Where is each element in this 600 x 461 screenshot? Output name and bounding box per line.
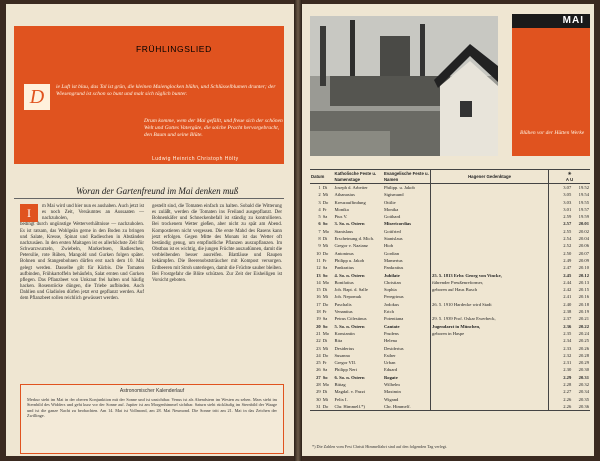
- table-row: [310, 381, 590, 388]
- astronomical-calendar-box: [20, 384, 284, 454]
- garden-column-1-rest: bedingt durch ungünstige Wetterverhältnisse — nachzuholen. Es ist ratsam, das Wohlgeän gerne in den Boden zu bringen und Salate, Kresse, Spinat und Radieschen in Abständen nachzusäen. In den ersten Maitagen ist es allerhöchste Zeit für Schwarzwurzeln, Zwiebeln, Markerbsen, Radieschen, Petersilie, rote Rüben, Mangold und Gurken folgen später. Bohnen und Stangenbohnen dürfen erst nach dem 10. Mai gelegt werden. Dasselbe gilt für Kürbis. Die Tomaten aufbinden, Frühkartoffeln behäufeln, Salat ernten und Gurken pflegen. Das Pflanzbeet von Unkraut frei halten und häufig hacken. Rosenstöcke düngen, die Triebe aufbinden. Auch Dahlien und Gladiolen dürfen jetzt erst gepflanzt werden. Auf dem Pflanzbeet sollen reichlich gewässert werden.: [20, 222, 144, 302]
- protestant-cell: Wilhelm: [383, 382, 400, 388]
- weekday-cell: So: [322, 221, 328, 227]
- protestant-cell: Gordian: [383, 250, 400, 256]
- protestant-cell: Cantate: [383, 323, 400, 329]
- protestant-cell: Wigand: [383, 396, 399, 402]
- weekday-cell: Do: [322, 352, 329, 358]
- protestant-cell: Philipp. u. Jakob: [383, 185, 415, 190]
- catholic-cell: Magdal. v. Pazzi: [334, 389, 366, 395]
- table-row: [310, 293, 590, 300]
- day-cell: 13: [316, 272, 321, 278]
- protestant-cell: Misericordias: [383, 221, 411, 227]
- memorial-cell: 25. 5. 1813 Erhr. Georg von Vincke,: [431, 272, 549, 279]
- weekday-cell: Mo: [322, 279, 330, 285]
- sunset-cell: 20.19: [578, 309, 589, 315]
- weekday-cell: So: [322, 374, 328, 380]
- table-row: [310, 359, 590, 366]
- catholic-cell: 4. So. n. Ostern: [334, 272, 365, 278]
- catholic-cell: Bittag: [334, 382, 346, 388]
- memorial-cell: [431, 250, 549, 257]
- industrial-photo: [310, 16, 498, 156]
- memorial-cell: [431, 366, 549, 373]
- sunset-cell: 20.02: [578, 228, 589, 234]
- memorial-cell: [431, 352, 549, 359]
- sunset-cell: 19.54: [578, 192, 589, 198]
- memorial-cell: [431, 396, 549, 403]
- day-cell: 27: [316, 374, 321, 380]
- protestant-cell: Urban: [383, 360, 396, 366]
- table-row: [310, 220, 590, 227]
- table-row: [310, 272, 590, 279]
- table-row: [310, 345, 590, 352]
- sunset-cell: 20.18: [578, 301, 589, 307]
- sunrise-cell: 2.59: [549, 213, 573, 220]
- protestant-cell: Jubilate: [383, 272, 400, 278]
- memorial-cell: [431, 184, 549, 192]
- weekday-cell: Di: [322, 287, 328, 293]
- memorial-cell: [431, 374, 549, 381]
- sunset-cell: 19.52: [578, 185, 589, 190]
- header-sunrise-sunset: [549, 170, 590, 184]
- sunrise-cell: 2.57: [549, 220, 573, 227]
- sunrise-cell: 2.50: [549, 250, 573, 257]
- weekday-cell: Di: [322, 236, 328, 242]
- protestant-cell: Rogate: [383, 374, 398, 380]
- memorial-cell: [431, 191, 549, 198]
- weekday-cell: Do: [322, 199, 329, 205]
- sunrise-cell: 3.01: [549, 206, 573, 213]
- sunset-cell: 20.34: [578, 389, 589, 395]
- day-cell: 11: [316, 257, 321, 263]
- footnote: *) Die Zahlen vom Fest Christi Himmelfahrt sind auf den folgenden Tag verlegt.: [312, 444, 448, 449]
- day-cell: 2: [318, 192, 321, 198]
- day-cell: 12: [316, 265, 321, 271]
- catholic-cell: Gregor v. Nazianz: [334, 243, 368, 249]
- sunset-cell: 20.28: [578, 352, 589, 358]
- sunset-cell: 20.13: [578, 279, 589, 285]
- protestant-cell: Hiob: [383, 243, 394, 249]
- sunset-cell: 20.22: [578, 323, 589, 329]
- weekday-cell: So: [322, 323, 328, 329]
- sunset-cell: 20.31: [578, 374, 589, 380]
- weekday-cell: Mo: [322, 382, 330, 388]
- sunrise-cell: 2.38: [549, 308, 573, 315]
- memorial-cell: [431, 264, 549, 271]
- catholic-cell: Antoninus: [334, 250, 354, 256]
- memorial-cell: [431, 242, 549, 249]
- protestant-cell: Sigismund: [383, 192, 404, 198]
- table-row: [310, 286, 590, 293]
- header-date: Datum: [310, 170, 333, 184]
- weekday-cell: Do: [322, 301, 329, 307]
- protestant-cell: Sophia: [383, 287, 397, 293]
- memorial-cell: [431, 293, 549, 300]
- sun-icon: ☀: [567, 171, 572, 176]
- header-catholic: Katholische Feste u. Namenstage: [333, 170, 382, 184]
- day-cell: 31: [310, 403, 322, 411]
- garden-column-2: gestellt sind, die Tomaten einfach zu halten. Sobald die Witterung es zuläßt, werden die Tomaten ins Freiland ausgepflanzt. Der Bohnenkäfer und Schneckenbefall ist ständig zu kontrollieren. Bei trockenem Wetter gießen, aber nicht zu spät am Abend. Kompostieren nicht vergessen. Die erste Mahd des Rasens kann jetzt erfolgen. Gegen Mitte des Monats ist das Wetter oft beständig genug, um empfindliche Pflanzen auszupflanzen. Im Obstbau ist es wichtig, die jungen Früchte auszudünnen, damit die verbleibenden besser ausreifen. Blattläuse und Raupen bekämpfen. Die Beerenobststräucher mit Kompost versorgen. Erdbeeren mit Stroh unterlegen, damit die Früchte sauber bleiben. Bei Frostgefahr die Blüte schützen. Zur Zeit der Eisheiligen ist Vorsicht geboten.: [152, 204, 282, 283]
- table-row: [310, 301, 590, 308]
- header-memorial: Hagener Gedenktage: [431, 170, 549, 184]
- table-row: [310, 403, 590, 411]
- protestant-cell: Helena: [383, 338, 397, 344]
- sunrise-cell: 2.45: [549, 272, 573, 279]
- header-protestant: Evangelische Feste u. Namen: [383, 171, 429, 182]
- sunrise-cell: 3.03: [549, 199, 573, 206]
- memorial-cell: 26. 5. 1910 Hardecke wird Stadt: [431, 301, 549, 308]
- poem-stanza-1: ie Luft ist blau, das Tal ist grün, die kleinen Maienglocken blühn, und Schlüsselblumen drunter; der Wiesengrund ist schon so bunt und malt sich täglich bunter.: [56, 84, 276, 97]
- memorial-cell: [431, 308, 549, 315]
- poem-stanza-2: Drum komme, wem der Mai gefällt, und freue sich der schönen Welt und Gottes Vatergüte, die solche Pracht hervorgebracht, den Baum und seine Blüte.: [144, 118, 283, 138]
- book-gutter: [294, 0, 302, 461]
- sunset-cell: 20.32: [578, 382, 589, 388]
- weekday-cell: Mo: [322, 330, 330, 336]
- month-calendar-table: [310, 169, 590, 411]
- sunrise-cell: 2.40: [549, 301, 573, 308]
- weekday-cell: Mi: [322, 294, 329, 300]
- sunrise-cell: 2.36: [549, 323, 573, 330]
- weekday-cell: Mi: [322, 345, 329, 351]
- weekday-cell: Do: [322, 250, 329, 256]
- memorial-cell: [431, 235, 549, 242]
- protestant-cell: Monika: [383, 206, 399, 212]
- sunset-cell: 20.01: [578, 221, 589, 227]
- table-row: [310, 352, 590, 359]
- sunset-cell: 20.15: [578, 287, 589, 293]
- garden-title: Woran der Gartenfreund im Mai denken muß: [76, 186, 239, 196]
- header-rise: A: [565, 176, 569, 182]
- catholic-cell: Joseph d. Arbeiter: [334, 185, 368, 190]
- catholic-cell: Erscheinung d. Mich.: [334, 236, 375, 242]
- day-cell: 8: [318, 236, 321, 242]
- weekday-cell: Di: [322, 389, 328, 395]
- sunset-cell: 20.21: [578, 316, 589, 322]
- day-cell: 29: [316, 389, 321, 395]
- poem-initial: D: [24, 84, 50, 110]
- table-row: [310, 184, 590, 192]
- table-row: [310, 366, 590, 373]
- sunrise-cell: 3.07: [549, 184, 573, 192]
- table-row: [310, 396, 590, 403]
- sunset-cell: 19.55: [578, 199, 589, 205]
- protestant-cell: Gotthard: [383, 214, 401, 220]
- day-cell: 6: [318, 221, 321, 227]
- day-cell: 17: [316, 301, 321, 307]
- table-row: [310, 242, 590, 249]
- memorial-cell: [431, 403, 549, 411]
- catholic-cell: Venantius: [334, 309, 353, 315]
- sunset-cell: 20.26: [578, 345, 589, 351]
- day-cell: 10: [316, 250, 321, 256]
- table-row: [310, 257, 590, 264]
- memorial-cell: führender Preußenreformer,: [431, 279, 549, 286]
- table-row: [310, 323, 590, 330]
- sunset-cell: 20.12: [578, 272, 589, 278]
- day-cell: 19: [316, 316, 321, 322]
- table-row: [310, 315, 590, 322]
- catholic-cell: 5. So. n. Ostern: [334, 323, 365, 329]
- memorial-cell: [431, 206, 549, 213]
- catholic-cell: 3. So. n. Ostern: [334, 221, 365, 227]
- day-cell: 20: [316, 323, 321, 329]
- day-cell: 1: [318, 185, 321, 190]
- sunset-cell: 20.16: [578, 294, 589, 300]
- weekday-cell: Mi: [322, 192, 329, 198]
- table-row: [310, 199, 590, 206]
- memorial-cell: Jugendarzt in München,: [431, 323, 549, 330]
- protestant-cell: Eduard: [383, 367, 398, 373]
- sunrise-cell: 2.27: [549, 388, 573, 395]
- month-badge: MAI: [512, 14, 590, 28]
- table-row: [310, 250, 590, 257]
- weekday-cell: Fr: [322, 257, 327, 263]
- memorial-cell: [431, 228, 549, 235]
- catholic-cell: Paschalis: [334, 301, 352, 307]
- protestant-cell: Gottfried: [383, 228, 401, 234]
- memorial-cell: [431, 213, 549, 220]
- calendar-body: [310, 184, 590, 411]
- catholic-cell: Konstantin: [334, 330, 355, 336]
- memorial-cell: geboren auf Haus Busch: [431, 286, 549, 293]
- weekday-cell: So: [322, 272, 328, 278]
- sunset-cell: 20.10: [578, 265, 589, 271]
- catholic-cell: Gregor VII.: [334, 360, 357, 366]
- day-cell: 23: [316, 345, 321, 351]
- sunset-cell: 20.09: [578, 257, 589, 263]
- photo-caption: Blühen vor der Hütten Werke: [520, 130, 585, 136]
- table-row: [310, 388, 590, 395]
- sunrise-cell: 2.42: [549, 286, 573, 293]
- day-cell: 24: [316, 352, 321, 358]
- astronomical-calendar-title: Astronomischer Kalenderlauf: [119, 388, 185, 394]
- protestant-cell: Jodokus: [383, 301, 400, 307]
- table-row: [310, 235, 590, 242]
- day-cell: 30: [316, 396, 321, 402]
- weekday-cell: Mo: [322, 228, 330, 234]
- catholic-cell: Bonifatius: [334, 279, 354, 285]
- weekday-cell: Fr: [322, 309, 327, 315]
- table-row: [310, 330, 590, 337]
- memorial-cell: [431, 220, 549, 227]
- catholic-cell: Athanasius: [334, 192, 355, 198]
- day-cell: 3: [318, 199, 321, 205]
- table-row: [310, 213, 590, 220]
- poem-title: FRÜHLINGSLIED: [136, 44, 212, 54]
- day-cell: 22: [316, 338, 321, 344]
- sunrise-cell: 2.47: [549, 264, 573, 271]
- weekday-cell: Do: [322, 403, 334, 411]
- sunrise-cell: 2.34: [549, 337, 573, 344]
- catholic-cell: Pankratius: [334, 265, 354, 271]
- poem-author: Ludwig Heinrich Christoph Hölty: [152, 156, 239, 162]
- sunrise-cell: 2.26: [549, 396, 573, 403]
- memorial-cell: geboren in Haspe: [431, 330, 549, 337]
- day-cell: 4: [318, 206, 321, 212]
- day-cell: 5: [318, 214, 321, 220]
- day-cell: 28: [316, 382, 321, 388]
- catholic-cell: Chr. Himmelf.*): [333, 403, 382, 411]
- protestant-cell: Esther: [383, 352, 396, 358]
- sunrise-cell: 2.32: [549, 352, 573, 359]
- sunrise-cell: 2.26: [549, 403, 573, 411]
- table-header-row: [310, 170, 590, 184]
- catholic-cell: Monika: [334, 206, 349, 212]
- divider: [14, 198, 284, 199]
- catholic-cell: Felix I.: [334, 396, 348, 402]
- weekday-cell: Mi: [322, 243, 329, 249]
- memorial-cell: [431, 345, 549, 352]
- catholic-cell: Joh. Nepomuk: [334, 294, 362, 300]
- table-row: [310, 206, 590, 213]
- protestant-cell: Erich: [383, 309, 394, 315]
- sunrise-cell: 2.29: [549, 374, 573, 381]
- catholic-cell: 6. So. n. Ostern: [334, 374, 365, 380]
- weekday-cell: Di: [322, 185, 328, 190]
- weekday-cell: Sa: [322, 265, 328, 271]
- sunrise-cell: 2.33: [549, 345, 573, 352]
- garden-column-1-first: m Mai wird und hier nun es aushaben. Auch jetzt ist es noch Zeit, Versäumtes an Aussaaten — nachzuholen,: [42, 204, 145, 222]
- sunrise-cell: 3.05: [549, 191, 573, 198]
- protestant-cell: Prudens: [383, 330, 399, 336]
- catholic-cell: Rita: [334, 338, 343, 344]
- sunset-cell: 20.30: [578, 367, 589, 373]
- table-row: [310, 337, 590, 344]
- sunset-cell: 20.07: [578, 250, 589, 256]
- protestant-cell: Christian: [383, 279, 401, 285]
- sunrise-cell: 2.55: [549, 228, 573, 235]
- weekday-cell: Fr: [322, 206, 327, 212]
- weekday-cell: Di: [322, 338, 328, 344]
- table-row: [310, 308, 590, 315]
- protestant-cell: Maximin: [383, 389, 401, 395]
- day-cell: 25: [316, 360, 321, 366]
- day-cell: 26: [316, 367, 321, 373]
- weekday-cell: Mi: [322, 396, 329, 402]
- sunset-cell: 20.24: [578, 330, 589, 336]
- table-row: [310, 191, 590, 198]
- sunrise-cell: 2.52: [549, 242, 573, 249]
- right-page: [302, 4, 594, 456]
- sunrise-cell: 2.37: [549, 315, 573, 322]
- weekday-cell: Sa: [322, 367, 328, 373]
- day-cell: 9: [318, 243, 321, 249]
- sunrise-cell: 2.41: [549, 293, 573, 300]
- sunrise-cell: 2.44: [549, 279, 573, 286]
- protestant-cell: Peregrinus: [383, 294, 404, 300]
- protestant-cell: Stanislaus: [383, 236, 403, 242]
- sunset-cell: 19.59: [578, 214, 589, 220]
- protestant-cell: Ottilie: [383, 199, 396, 205]
- day-cell: 14: [316, 279, 321, 285]
- table-row: [310, 374, 590, 381]
- memorial-cell: [431, 359, 549, 366]
- memorial-cell: [431, 388, 549, 395]
- sunrise-cell: 2.54: [549, 235, 573, 242]
- left-page: [6, 4, 294, 456]
- garden-initial: I: [20, 204, 38, 222]
- memorial-cell: [431, 381, 549, 388]
- weekday-cell: Fr: [322, 360, 327, 366]
- memorial-cell: [431, 199, 549, 206]
- sunset-cell: 20.35: [578, 396, 589, 402]
- sunrise-cell: 2.31: [549, 359, 573, 366]
- weekday-cell: Sa: [322, 214, 328, 220]
- protestant-cell: Desiderius: [383, 345, 404, 351]
- catholic-cell: Joh. Bapt. d. Salle: [334, 287, 368, 293]
- astronomical-calendar-text: Merkur steht im Mai in der oberen Konjunktion mit der Sonne und ist unsichtbar. Venus ist als Abendstern im Westen zu sehen. Mars steht im Sternbild des Widders und geht kurz vor der Sonne auf. Jupiter ist am Morgenhimmel sichtbar. Saturn steht rückläufig im Sternbild der Waage und ist die ganze Nacht zu beobachten. Am 14. Mai ist Vollmond, am 28. Mai Neumond. Die Sonne tritt am 21. Mai in das Zeichen der Zwillinge.: [27, 397, 277, 418]
- table-row: [310, 228, 590, 235]
- sunset-cell: 20.04: [578, 236, 589, 242]
- header-set: U: [570, 176, 574, 182]
- table-row: [310, 279, 590, 286]
- catholic-cell: Petrus Cölestinus: [334, 316, 367, 322]
- sunrise-cell: 2.35: [549, 330, 573, 337]
- sunset-cell: 20.29: [578, 360, 589, 366]
- catholic-cell: Pius V.: [334, 214, 348, 220]
- protestant-cell: Mamertus: [383, 257, 403, 263]
- day-cell: 18: [316, 309, 321, 315]
- sunset-cell: 20.36: [572, 403, 590, 411]
- protestant-cell: Pankratius: [383, 265, 404, 271]
- day-cell: 21: [316, 330, 321, 336]
- sunset-cell: 20.25: [578, 338, 589, 344]
- catholic-cell: Philipp u. Jakob: [334, 257, 365, 263]
- memorial-cell: 29. 5. 1939 Prof. Oskar Ewerbeck,: [431, 315, 549, 322]
- sunrise-cell: 2.30: [549, 366, 573, 373]
- catholic-cell: Kreuzauffindung: [334, 199, 366, 205]
- sunset-cell: 20.06: [578, 243, 589, 249]
- weekday-cell: Sa: [322, 316, 328, 322]
- table-row: [310, 264, 590, 271]
- sunset-cell: 19.57: [578, 206, 589, 212]
- catholic-cell: Philipp Neri: [334, 367, 358, 373]
- catholic-cell: Susanna: [334, 352, 350, 358]
- day-cell: 15: [316, 287, 321, 293]
- protestant-cell: Chr. Himmelf.: [383, 403, 431, 411]
- sunrise-cell: 2.49: [549, 257, 573, 264]
- sunrise-cell: 2.28: [549, 381, 573, 388]
- day-cell: 16: [316, 294, 321, 300]
- garden-column-1: [20, 204, 144, 303]
- catholic-cell: Stanislaus: [334, 228, 354, 234]
- day-cell: 7: [318, 228, 321, 234]
- memorial-cell: [431, 337, 549, 344]
- catholic-cell: Desiderius: [334, 345, 355, 351]
- protestant-cell: Potentiana: [383, 316, 404, 322]
- memorial-cell: [431, 257, 549, 264]
